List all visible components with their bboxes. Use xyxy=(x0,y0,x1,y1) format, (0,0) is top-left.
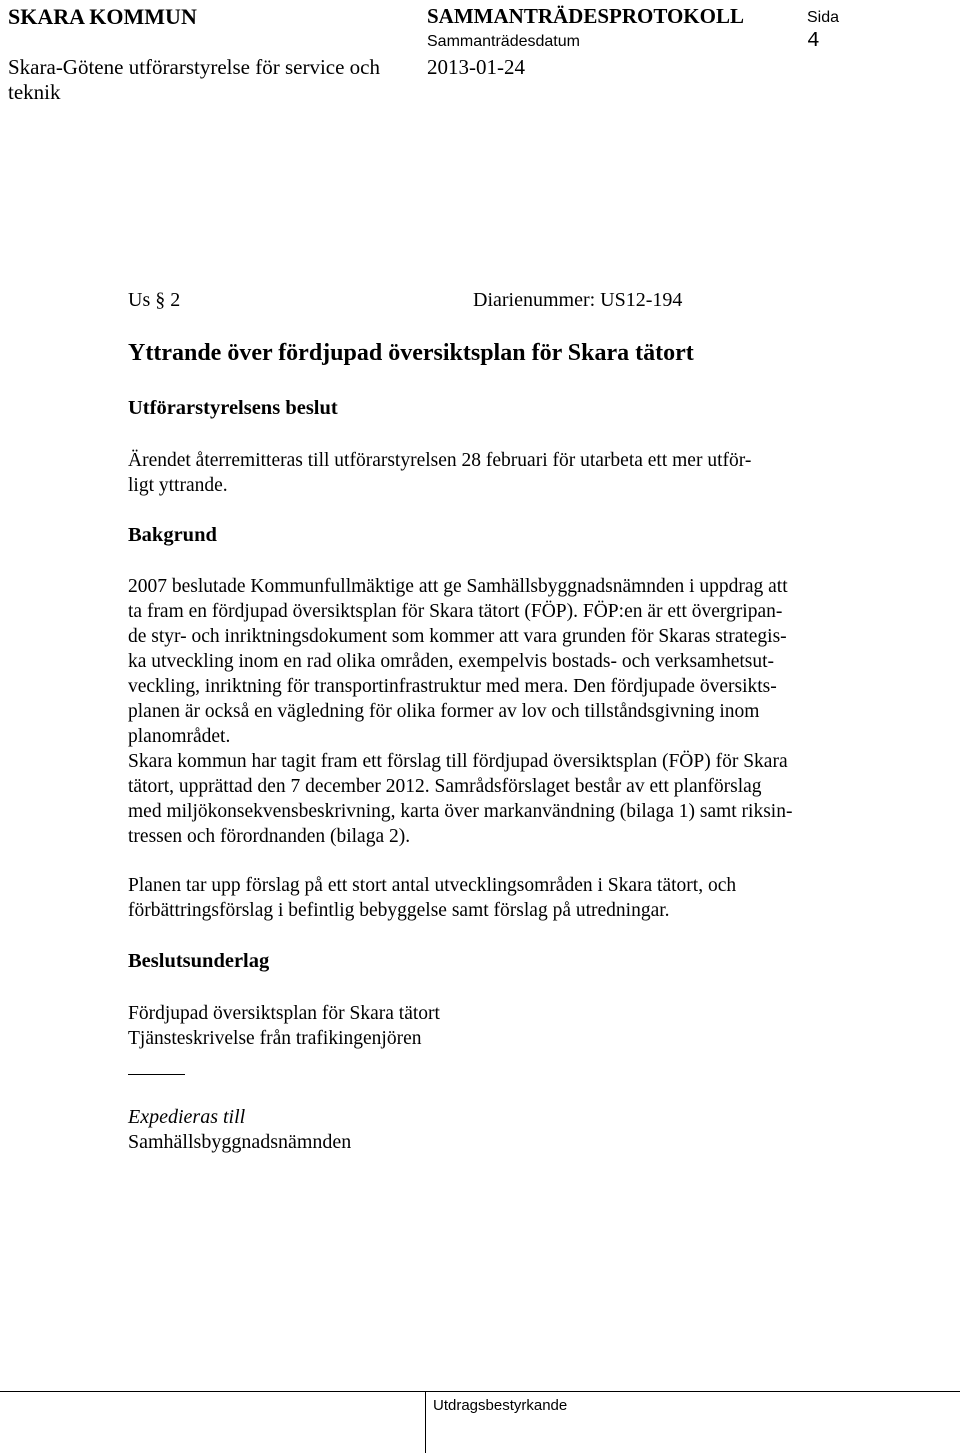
paragraph-line: ta fram en fördjupad översiktsplan för Skara tätort (FÖP). FÖP:en är ett övergripan- xyxy=(128,601,783,622)
dispatch-recipient: Samhällsbyggnadsnämnden xyxy=(128,1131,352,1153)
paragraph-line: tressen och förordnanden (bilaga 2). xyxy=(128,826,411,847)
footer-divider xyxy=(0,1391,960,1392)
paragraph-line: de styr- och inriktningsdokument som kommer att vara grunden för Skaras strategis- xyxy=(128,626,787,647)
unit-name-line2: teknik xyxy=(8,80,61,104)
paragraph-line: Planen tar upp förslag på ett stort antal utvecklingsområden i Skara tätort, och xyxy=(128,875,737,896)
paragraph-line: förbättringsförslag i befintlig bebyggelse samt förslag på utredningar. xyxy=(128,900,670,921)
paragraph-line: planen är också en vägledning för olika former av lov och tillståndsgivning inom xyxy=(128,701,760,722)
paragraph-line: tätort, upprättad den 7 december 2012. Samrådsförslaget består av ett planförslag xyxy=(128,776,762,797)
certification-label: Utdragsbestyrkande xyxy=(433,1397,568,1414)
decision-text xyxy=(128,448,751,498)
footer-vertical-divider xyxy=(425,1391,426,1453)
case-title: Yttrande över fördjupad översiktsplan för Skara tätort xyxy=(128,340,694,366)
document-type: SAMMANTRÄDESPROTOKOLL xyxy=(427,4,744,28)
paragraph-line: planområdet. xyxy=(128,726,231,747)
paragraph-line: Skara kommun har tagit fram ett förslag till fördjupad översiktsplan (FÖP) för Skara xyxy=(128,751,788,772)
decision-line: Ärendet återremitteras till utförarstyrelsen 28 februari för utarbeta ett mer utför- xyxy=(128,450,752,471)
decision-line: ligt yttrande. xyxy=(128,475,228,496)
case-number: Us § 2 xyxy=(128,289,181,311)
unit-name-line1: Skara-Götene utförarstyrelse för service och xyxy=(8,55,381,79)
paragraph-line: med miljökonsekvensbeskrivning, karta över markanvändning (bilaga 1) samt riksin- xyxy=(128,801,793,822)
basis-item: Fördjupad översiktsplan för Skara tätort xyxy=(128,1003,440,1024)
separator-line xyxy=(128,1074,185,1075)
page-label: Sida xyxy=(807,9,840,26)
page-number: 4 xyxy=(807,30,820,53)
paragraph-line: veckling, inriktning för transportinfrastruktur med mera. Den fördjupade översikts- xyxy=(128,676,777,697)
basis-list xyxy=(128,1001,440,1051)
basis-item: Tjänsteskrivelse från trafikingenjören xyxy=(128,1028,422,1049)
background-paragraph-1 xyxy=(128,574,792,849)
background-paragraph-2 xyxy=(128,873,736,923)
paragraph-line: ka utveckling inom en rad olika områden, exempelvis bostads- och verksamhetsut- xyxy=(128,651,775,672)
background-heading: Bakgrund xyxy=(128,524,217,546)
org-name: SKARA KOMMUN xyxy=(8,4,197,29)
paragraph-line: 2007 beslutade Kommunfullmäktige att ge Samhällsbyggnadsnämnden i uppdrag att xyxy=(128,576,788,597)
dispatch-label: Expedieras till xyxy=(128,1106,246,1128)
basis-heading: Beslutsunderlag xyxy=(128,950,270,972)
meeting-date: 2013-01-24 xyxy=(427,55,525,79)
diary-number: Diarienummer: US12-194 xyxy=(473,289,683,311)
decision-heading: Utförarstyrelsens beslut xyxy=(128,397,338,419)
meeting-date-label: Sammanträdesdatum xyxy=(427,33,580,50)
